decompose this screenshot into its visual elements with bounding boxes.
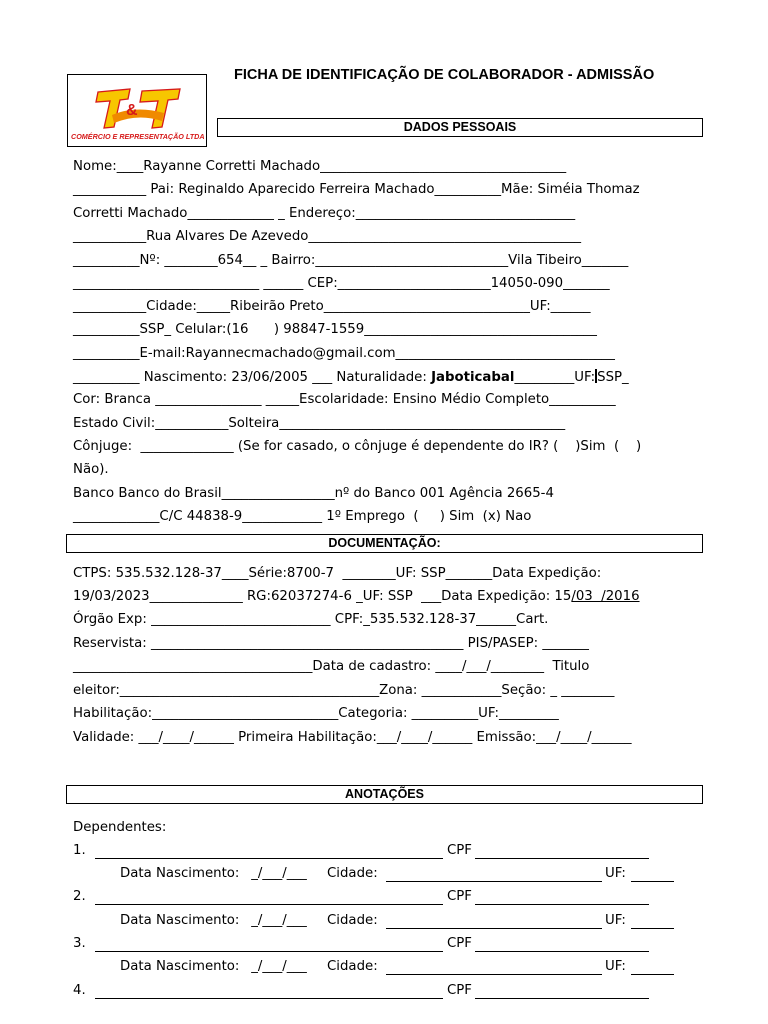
dependente-cpf-label: CPF: [447, 843, 472, 858]
dependente-birth-label: Data Nascimento:: [120, 866, 240, 881]
field-data-cadastro: ____________________________________Data de cadastro: ____/___/________ Titulo: [73, 659, 590, 674]
field-pai-mae: ___________ Pai: Reginaldo Aparecido Ferreira Machado__________Mãe: Siméia Thomaz: [73, 182, 640, 197]
uf-value: SSP_: [597, 370, 629, 385]
field-conta-emprego: _____________C/C 44838-9____________ 1º Emprego ( ) Sim (x) Nao: [73, 509, 532, 524]
dependente-uf-label: UF:: [605, 866, 626, 881]
field-estado-civil: Estado Civil:___________Solteira___________________________________________: [73, 416, 566, 431]
section-title: ANOTAÇÕES: [345, 787, 424, 801]
dependente-city-label: Cidade:: [327, 866, 378, 881]
dependente-uf-line: [631, 881, 674, 882]
field-banco: Banco Banco do Brasil_________________nº do Banco 001 Agência 2665-4: [73, 486, 554, 501]
field-habilitacao: Habilitação:____________________________Categoria: __________UF:_________: [73, 706, 559, 721]
company-logo: [67, 74, 207, 147]
field-rua: ___________Rua Alvares De Azevedo_________________________________________: [73, 229, 582, 244]
dependente-uf-line: [631, 974, 674, 975]
field-nascimento-naturalidade: [73, 369, 629, 386]
field-nome: Nome:____Rayanne Corretti Machado_____________________________________: [73, 159, 567, 174]
dependente-name-line: [95, 998, 443, 999]
logo-ampersand: &: [126, 102, 138, 119]
dependente-cpf-line: [475, 904, 649, 905]
dependente-birth-blank: _/___/___: [247, 866, 307, 881]
dependente-cpf-line: [475, 951, 649, 952]
section-title: DOCUMENTAÇÃO:: [328, 536, 441, 550]
dependente-name-line: [95, 858, 443, 859]
dependente-birth-blank: _/___/___: [247, 959, 307, 974]
dependente-city-line: [386, 881, 602, 882]
logo-company-line: COMÉRCIO E REPRESENTAÇÃO LTDA: [71, 132, 205, 141]
naturalidade-value: Jaboticabal: [431, 370, 515, 385]
dependente-number: 1.: [73, 843, 86, 858]
field-numero-bairro: __________Nº: ________654__ _ Bairro:_____________________________Vila Tibeiro_______: [73, 253, 629, 268]
field-cor-escolaridade: Cor: Branca ________________ _____Escolaridade: Ensino Médio Completo__________: [73, 392, 616, 407]
field-cidade-uf: ___________Cidade:_____Ribeirão Preto_______________________________UF:______: [73, 299, 591, 314]
field-rg: [73, 589, 640, 605]
field-titulo-eleitor: eleitor:_______________________________________Zona: ____________Seção: _ ________: [73, 683, 615, 698]
dependente-birth-label: Data Nascimento:: [120, 913, 240, 928]
field-orgao-cpf: Órgão Exp: ___________________________ CPF:_535.532.128-37______Cart.: [73, 612, 549, 627]
rg-expedicao-date: /03 /2016: [571, 589, 640, 604]
page-title: FICHA DE IDENTIFICAÇÃO DE COLABORADOR - ADMISSÃO: [234, 67, 655, 83]
dependente-birth-label: Data Nascimento:: [120, 959, 240, 974]
dependente-number: 2.: [73, 889, 86, 904]
dependente-city-label: Cidade:: [327, 959, 378, 974]
dependente-city-line: [386, 974, 602, 975]
field-email: __________E-mail:Rayannecmachado@gmail.com_________________________________: [73, 346, 615, 361]
field-reservista: Reservista: _______________________________________________ PIS/PASEP: _______: [73, 636, 589, 651]
dependente-city-line: [386, 928, 602, 929]
dependente-uf-label: UF:: [605, 913, 626, 928]
field-endereco: Corretti Machado_____________ _ Endereço:_________________________________: [73, 206, 576, 221]
dependente-cpf-line: [475, 998, 649, 999]
naturalidade-blank: _________UF:: [514, 370, 596, 385]
dependente-uf-line: [631, 928, 674, 929]
dependente-name-line: [95, 951, 443, 952]
dependente-uf-label: UF:: [605, 959, 626, 974]
dependente-birth-blank: _/___/___: [247, 913, 307, 928]
dependente-name-line: [95, 904, 443, 905]
field-cep: ____________________________ ______ CEP:_______________________14050-090_______: [73, 276, 610, 291]
section-title: DADOS PESSOAIS: [403, 120, 517, 134]
dependente-number: 4.: [73, 983, 86, 998]
field-celular: __________SSP_ Celular:(16 ) 98847-1559___________________________________: [73, 322, 597, 337]
section-header-anotacoes: [66, 785, 703, 804]
section-header-documentacao: [66, 534, 703, 553]
nascimento-text: __________ Nascimento: 23/06/2005 ___ Naturalidade:: [73, 370, 432, 385]
field-conjuge: Cônjuge: ______________ (Se for casado, o cônjuge é dependente do IR? ( )Sim ( ): [73, 439, 642, 454]
field-conjuge-nao: Não).: [73, 462, 109, 477]
field-ctps: CTPS: 535.532.128-37____Série:8700-7 ________UF: SSP_______Data Expedição:: [73, 566, 602, 581]
section-header-dados-pessoais: [217, 118, 703, 137]
dependente-number: 3.: [73, 936, 86, 951]
dependente-cpf-label: CPF: [447, 936, 472, 951]
dependente-cpf-line: [475, 858, 649, 859]
rg-text: 19/03/2023______________ RG:62037274-6 _UF: SSP ___Data Expedição: 15: [73, 589, 572, 604]
company-logo-graphic: [68, 75, 206, 146]
field-validade: Validade: ___/____/______ Primeira Habilitação:___/____/______ Emissão:___/____/______: [73, 730, 632, 745]
dependentes-label: Dependentes:: [73, 820, 167, 835]
dependente-cpf-label: CPF: [447, 889, 472, 904]
dependente-cpf-label: CPF: [447, 983, 472, 998]
dependente-city-label: Cidade:: [327, 913, 378, 928]
